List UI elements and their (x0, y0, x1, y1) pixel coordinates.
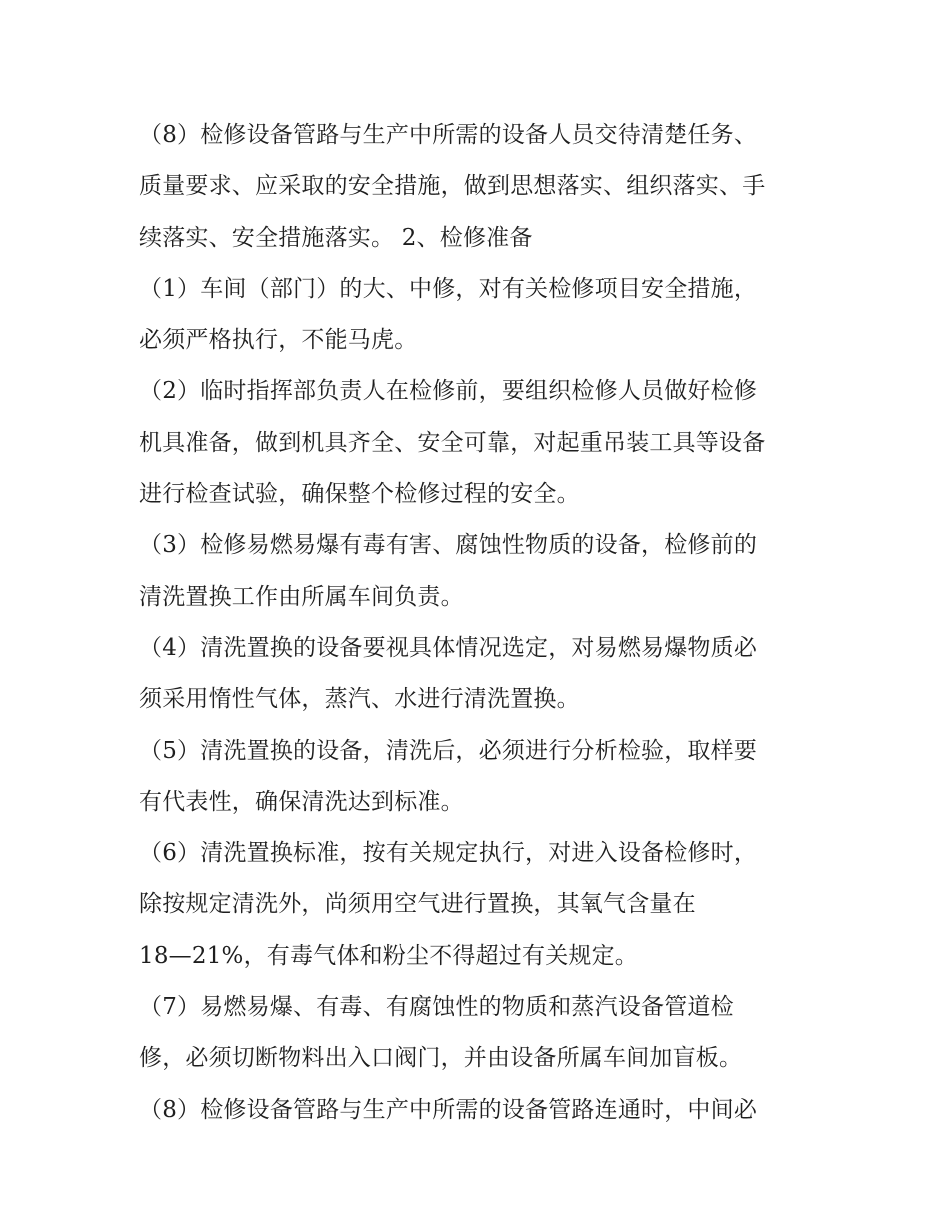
text-line: （3）检修易燃易爆有毒有害、腐蚀性物质的设备，检修前的 (139, 532, 758, 559)
text-line: （8）检修设备管路与生产中所需的设备人员交待清楚任务、 (139, 122, 758, 148)
text-line: 除按规定清洗外，尚须用空气进行置换，其氧气含量在 (139, 891, 696, 918)
text-line: 18—21%，有毒气体和粉尘不得超过有关规定。 (139, 942, 638, 969)
text-line: （8）检修设备管路与生产中所需的设备管路连通时，中间必 (139, 1096, 758, 1123)
text-line: 质量要求、应采取的安全措施，做到思想落实、组织落实、手 (139, 173, 766, 200)
text-line: （5）清洗置换的设备，清洗后，必须进行分析检验，取样要 (139, 737, 758, 764)
text-line: 清洗置换工作由所属车间负责。 (139, 583, 464, 610)
text-line: （4）清洗置换的设备要视具体情况选定，对易燃易爆物质必 (139, 634, 758, 661)
text-line: 必须严格执行，不能马虎。 (139, 327, 418, 354)
document-body (139, 110, 829, 1136)
text-line: （1）车间（部门）的大、中修，对有关检修项目安全措施， (139, 275, 758, 302)
text-line: （6）清洗置换标准，按有关规定执行，对进入设备检修时， (139, 840, 758, 867)
text-line: 续落实、安全措施落实。 2、检修准备 (139, 224, 533, 251)
text-line: 修，必须切断物料出入口阀门，并由设备所属车间加盲板。 (139, 1045, 743, 1072)
text-line: （7）易燃易爆、有毒、有腐蚀性的物质和蒸汽设备管道检 (139, 994, 734, 1021)
text-line: 有代表性，确保清洗达到标准。 (139, 788, 464, 815)
text-line: 机具准备，做到机具齐全、安全可靠，对起重吊装工具等设备 (139, 429, 766, 456)
text-line: （2）临时指挥部负责人在检修前，要组织检修人员做好检修 (139, 378, 758, 405)
text-line: 进行检查试验，确保整个检修过程的安全。 (139, 481, 580, 508)
text-line: 须采用惰性气体，蒸汽、水进行清洗置换。 (139, 686, 580, 713)
